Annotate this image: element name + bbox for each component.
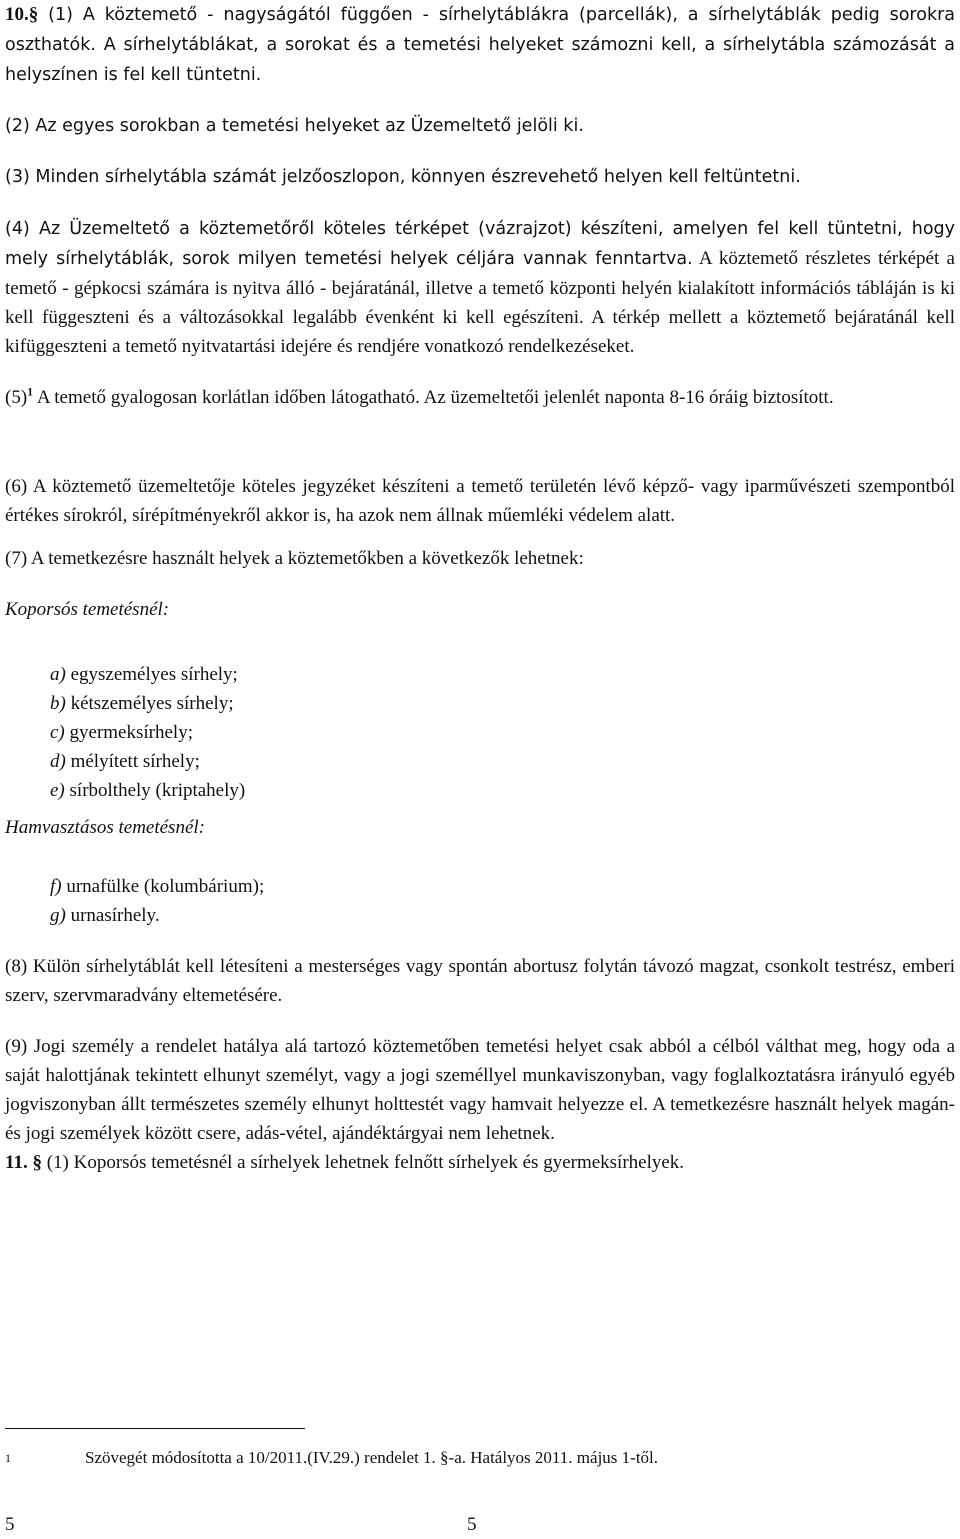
footnote [5, 1446, 658, 1470]
section-11-number: 11. [5, 1152, 28, 1173]
section-10-paragraph-1-text: (1) A köztemető - nagyságától függően - sírhelytáblákra (parcellák), a sírhelytáblák pedig sorokra oszthatók. A sírhelytáblákat, a sorokat és a temetési helyeket számozni kell, a sírhelytábla számozását a helyszínen is fel kell tüntetni. [5, 5, 955, 85]
section-10-paragraph-3: (3) Minden sírhelytábla számát jelzőoszlopon, könnyen észrevehető helyen kell feltüntetni. [5, 167, 801, 187]
section-11-paragraph-1-text: (1) Koporsós temetésnél a sírhelyek lehetnek felnőtt sírhelyek és gyermeksírhelyek. [41, 1152, 685, 1173]
list-item: g) urnasírhely. [50, 905, 160, 926]
list-item: c) gyermeksírhely; [50, 722, 193, 743]
paragraph-5-prefix: (5) [5, 387, 28, 408]
section-sign: § [28, 4, 39, 25]
list-item: d) mélyített sírhely; [50, 751, 200, 772]
list-item: e) sírbolthely (kriptahely) [50, 780, 246, 801]
section-10-paragraph-6: (6) A köztemető üzemeltetője köteles jegyzéket készíteni a temető területén lévő képző- vagy iparművészeti szempontból értékes sírokról, sírépítményekről akkor is, ha azok nem állnak műemléki védelem alatt. [5, 476, 955, 526]
coffin-burial-list [5, 660, 955, 805]
coffin-burial-heading: Koporsós temetésnél: [5, 599, 170, 620]
footnote-number: 1 [5, 1451, 11, 1465]
section-10-paragraph-2: (2) Az egyes sorokban a temetési helyeket az Üzemeltető jelöli ki. [5, 116, 584, 136]
section-sign: § [32, 1152, 42, 1173]
section-10-paragraph-7: (7) A temetkezésre használt helyek a köztemetőkben a következők lehetnek: [5, 548, 584, 569]
section-10-number: 10. [5, 4, 29, 25]
section-10-paragraph-5 [5, 383, 955, 412]
section-11-paragraph-1 [5, 1148, 955, 1177]
cremation-burial-list [5, 872, 955, 930]
footnote-text: Szövegét módosította a 10/2011.(IV.29.) rendelet 1. §-a. Hatályos 2011. május 1-től. [85, 1448, 659, 1467]
list-item: b) kétszemélyes sírhely; [50, 693, 234, 714]
section-10-paragraph-4-sans: (4) Az Üzemeltető a köztemetőről köteles térképet (vázrajzot) készíteni, amelyen fel kell tüntetni, hogy mely sírhelytáblák, sorok milyen temetési helyek céljára vannak fenntartva. [5, 219, 955, 269]
footnote-reference[interactable]: 1 [27, 384, 34, 399]
page-number-left: 5 [5, 1514, 15, 1535]
list-item: f) urnafülke (kolumbárium); [50, 876, 265, 897]
section-10-paragraph-9: (9) Jogi személy a rendelet hatálya alá tartozó köztemetőben temetési helyet csak abból a célból válthat meg, hogy oda a saját halottjának tekintett elhunyt személyt, vagy a jogi személlyel munkaviszonyban, vagy foglalkoztatásra irányuló egyéb jogviszonyban állt természetes személy elhunyt holttestét vagy hamvait helyezze el. A temetkezésre használt helyek magán- és jogi személyek között csere, adás-vétel, ajándéktárgyai nem lehetnek. [5, 1036, 955, 1144]
section-10-paragraph-8: (8) Külön sírhelytáblát kell létesíteni a mesterséges vagy spontán abortusz folytán távozó magzat, csonkolt testrész, emberi szerv, szervmaradvány eltemetésére. [5, 956, 955, 1006]
footnote-divider [5, 1428, 305, 1429]
cremation-burial-heading: Hamvasztásos temetésnél: [5, 817, 205, 838]
paragraph-5-text: A temető gyalogosan korlátlan időben látogatható. Az üzemeltetői jelenlét naponta 8-16 óráig biztosított. [33, 387, 834, 408]
section-10-paragraph-4-serif: A köztemető részletes térképét a temető - gépkocsi számára is nyitva álló - bejáratánál, illetve a temető központi helyén kialakított információs tábláján is ki kell függeszteni és a változásokkal legalább évenként ki kell egészíteni. A térkép mellett a köztemető bejáratánál kell kifüggeszteni a temető nyitvatartási idejére és rendjére vonatkozó rendelkezéseket. [5, 248, 955, 357]
page-number-right: 5 [467, 1514, 477, 1535]
document-page [5, 0, 955, 1177]
section-10-paragraph-1 [5, 0, 955, 90]
list-item: a) egyszemélyes sírhely; [50, 664, 238, 685]
section-10-paragraph-4 [5, 214, 955, 361]
